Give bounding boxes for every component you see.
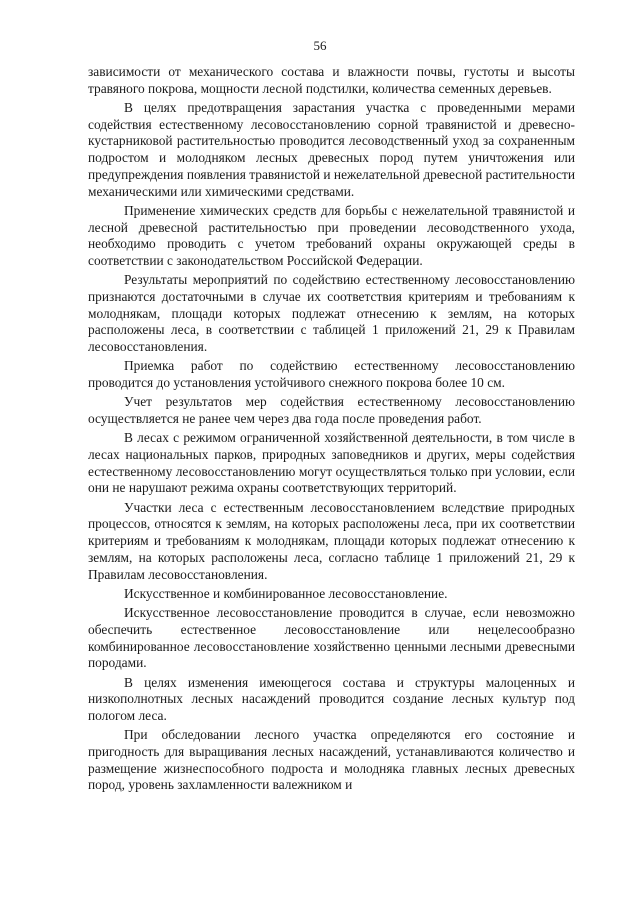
paragraph: При обследовании лесного участка определяются его состояние и пригодность для выращивания лесных насаждений, устанавливаются количество и размещение жизнеспособного подроста и молодняка главных лесных древесных пород, уровень захламленности валежником и <box>88 727 575 793</box>
paragraph: Результаты мероприятий по содействию естественному лесовосстановлению признаются достаточными в случае их соответствия критериям и требованиям к молоднякам, площади которых подлежат отнесению к землям, на которых расположены леса, в соответствии с таблицей 1 приложений 21, 29 к Правилам лесовосстановления. <box>88 272 575 355</box>
paragraph: В лесах с режимом ограниченной хозяйственной деятельности, в том числе в лесах национальных парков, природных заповедников и других, меры содействия естественному лесовосстановлению могут осуществляться только при условии, если они не нарушают режима охраны соответствующих территорий. <box>88 430 575 496</box>
section-heading: Искусственное и комбинированное лесовосстановление. <box>124 585 448 601</box>
body-text <box>88 64 575 797</box>
paragraph-continued: зависимости от механического состава и влажности почвы, густоты и высоты травяного покрова, мощности лесной подстилки, количества семенных деревьев. <box>88 64 575 96</box>
paragraph: Приемка работ по содействию естественному лесовосстановлению проводится до установления устойчивого снежного покрова более 10 см. <box>88 358 575 391</box>
paragraph: Учет результатов мер содействия естественному лесовосстановлению осуществляется не ранее чем через два года после проведения работ. <box>88 394 575 427</box>
paragraph: Участки леса с естественным лесовосстановлением вследствие природных процессов, относятся к землям, на которых расположены леса, при их соответствии критериям и требованиям к молоднякам, площади которых подлежат отнесению к землям, на которых расположены леса, согласно таблице 1 приложений 21, 29 к Правилам лесовосстановления. <box>88 499 575 582</box>
paragraph: В целях изменения имеющегося состава и структуры малоценных и низкополнотных лесных насаждений проводится создание лесных культур под пологом леса. <box>88 674 575 723</box>
paragraph: Применение химических средств для борьбы с нежелательной травянистой и лесной древесной растительностью при проведении лесоводственного ухода, необходимо проводить с учетом требований охраны окружающей среды в соответствии с законодательством Российской Федерации. <box>88 202 575 268</box>
paragraph: Искусственное лесовосстановление проводится в случае, если невозможно обеспечить естественное лесовосстановление или нецелесообразно комбинированное лесовосстановление хозяйственно ценными лесными древесными породами. <box>88 605 575 671</box>
page-number: 56 <box>313 38 327 53</box>
paragraph: В целях предотвращения зарастания участка с проведенными мерами содействия естественному лесовосстановлению сорной травянистой и древесно-кустарниковой растительностью проводится лесоводственный уход за сохраненным подростом и молодняком лесных древесных пород путем уничтожения или предупреждения появления травянистой и нежелательной древесной растительности механическими или химическими средствами. <box>88 100 575 199</box>
